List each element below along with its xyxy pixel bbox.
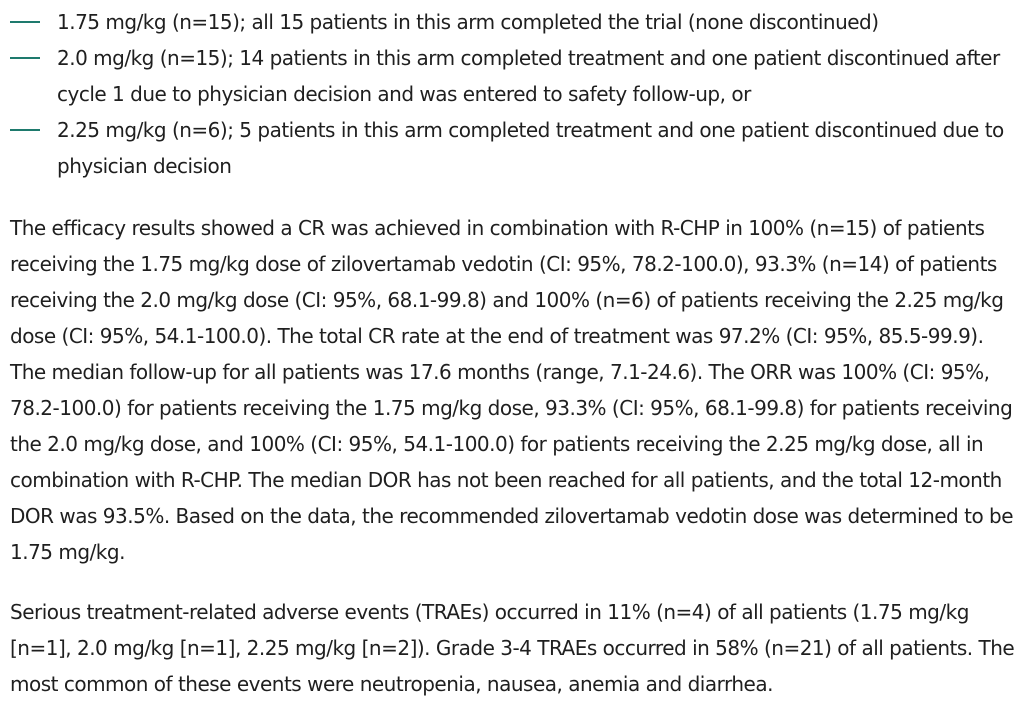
dash-bullet-icon xyxy=(10,21,40,23)
list-item-text: 1.75 mg/kg (n=15); all 15 patients in this arm completed the trial (none discontinued) xyxy=(57,10,879,34)
list-item-text: 2.25 mg/kg (n=6); 5 patients in this arm completed treatment and one patient discontinued due to physician decision xyxy=(57,118,1004,178)
dash-bullet-icon xyxy=(10,129,40,131)
dose-arm-list xyxy=(0,4,1029,184)
efficacy-paragraph: The efficacy results showed a CR was achieved in combination with R-CHP in 100% (n=15) of patients receiving the 1.75 mg/kg dose of zilovertamab vedotin (CI: 95%, 78.2-100.0), 93.3% (n=14) of patients receiving the 2.0 mg/kg dose (CI: 95%, 68.1-99.8) and 100% (n=6) of patients receiving the 2.25 mg/kg dose (CI: 95%, 54.1-100.0). The total CR rate at the end of treatment was 97.2% (CI: 95%, 85.5-99.9). The median follow-up for all patients was 17.6 months (range, 7.1-24.6). The ORR was 100% (CI: 95%, 78.2-100.0) for patients receiving the 1.75 mg/kg dose, 93.3% (CI: 95%, 68.1-99.8) for patients receiving the 2.0 mg/kg dose, and 100% (CI: 95%, 54.1-100.0) for patients receiving the 2.25 mg/kg dose, all in combination with R-CHP. The median DOR has not been reached for all patients, and the total 12-month DOR was 93.5%. Based on the data, the recommended zilovertamab vedotin dose was determined to be 1.75 mg/kg. xyxy=(10,216,1014,564)
safety-paragraph: Serious treatment-related adverse events (TRAEs) occurred in 11% (n=4) of all patients (1.75 mg/kg [n=1], 2.0 mg/kg [n=1], 2.25 mg/kg [n=2]). Grade 3-4 TRAEs occurred in 58% (n=21) of all patients. The most common of these events were neutropenia, nausea, anemia and diarrhea. xyxy=(10,600,1015,696)
list-item xyxy=(0,112,1029,184)
list-item-text: 2.0 mg/kg (n=15); 14 patients in this arm completed treatment and one patient discontinued after cycle 1 due to physician decision and was entered to safety follow-up, or xyxy=(57,46,1000,106)
dash-bullet-icon xyxy=(10,57,40,59)
list-item xyxy=(0,40,1029,112)
list-item xyxy=(0,4,1029,40)
